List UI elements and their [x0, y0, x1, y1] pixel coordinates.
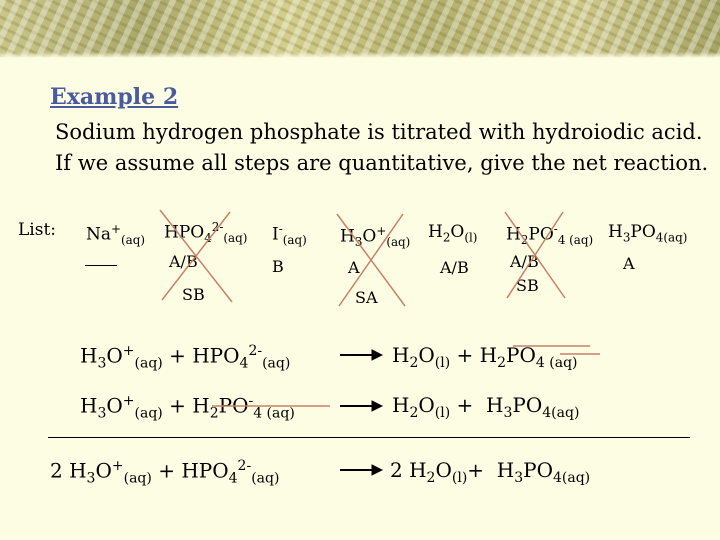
equation-1-right: $H_2O_{(l)} + H_2PO_{4 (aq)}$ [392, 343, 578, 371]
species-hpo4-tag-strong: SB [182, 285, 205, 304]
species-iodide-tag: B [272, 257, 284, 276]
species-na: $Na^+_{(aq)}$ [86, 222, 145, 248]
species-h3o-tag: A [348, 258, 360, 277]
species-h2po4-tag-strong: SB [516, 276, 539, 295]
slide-title: Example 2 [50, 84, 179, 110]
species-h2po4-tag: A/B [510, 252, 539, 271]
species-h3po4-tag: A [623, 254, 635, 273]
arrow-net-head [372, 465, 382, 475]
decorative-banner [0, 0, 720, 58]
sum-divider [48, 437, 690, 438]
species-h3o: $H_3O^+_{(aq)}$ [340, 224, 411, 250]
species-water: $H_2O_{(l)}$ [428, 222, 478, 245]
net-equation-right: 2 $H_2O_{(l)}+ H_3PO_{4(aq)}$ [390, 458, 591, 486]
equation-2-left: $H_3O^+_{(aq)} + H_2PO^-_{4 (aq)}$ [80, 393, 295, 422]
species-h2po4: $H_2PO^-_{4 (aq)}$ [506, 222, 594, 248]
problem-statement: Sodium hydrogen phosphate is titrated with hydroiodic acid. If we assume all steps are quantitative, give the net reaction. [55, 120, 709, 175]
arrow-eq1-head [372, 350, 382, 360]
equation-1-left: $H_3O^+_{(aq)} + HPO_4^{2-}_{(aq)}$ [80, 343, 291, 372]
species-na-blank-tag [85, 265, 117, 266]
equation-2-right: $H_2O_{(l)} + H_3PO_{4(aq)}$ [392, 393, 580, 421]
species-water-tag: A/B [440, 258, 469, 277]
species-h3o-tag-strong: SA [355, 288, 378, 307]
species-hpo4: $HPO_4^{2-}_{(aq)}$ [164, 220, 248, 246]
species-iodide: $I^-_{(aq)}$ [272, 222, 307, 248]
species-hpo4-tag: A/B [169, 252, 198, 271]
arrow-eq2-head [372, 401, 382, 411]
species-h3po4: $H_3PO_{4(aq)}$ [608, 222, 688, 245]
list-label: List: [18, 220, 57, 240]
net-equation-left: 2 $H_3O^+_{(aq)} + HPO_4^{2-}_{(aq)}$ [50, 458, 280, 487]
